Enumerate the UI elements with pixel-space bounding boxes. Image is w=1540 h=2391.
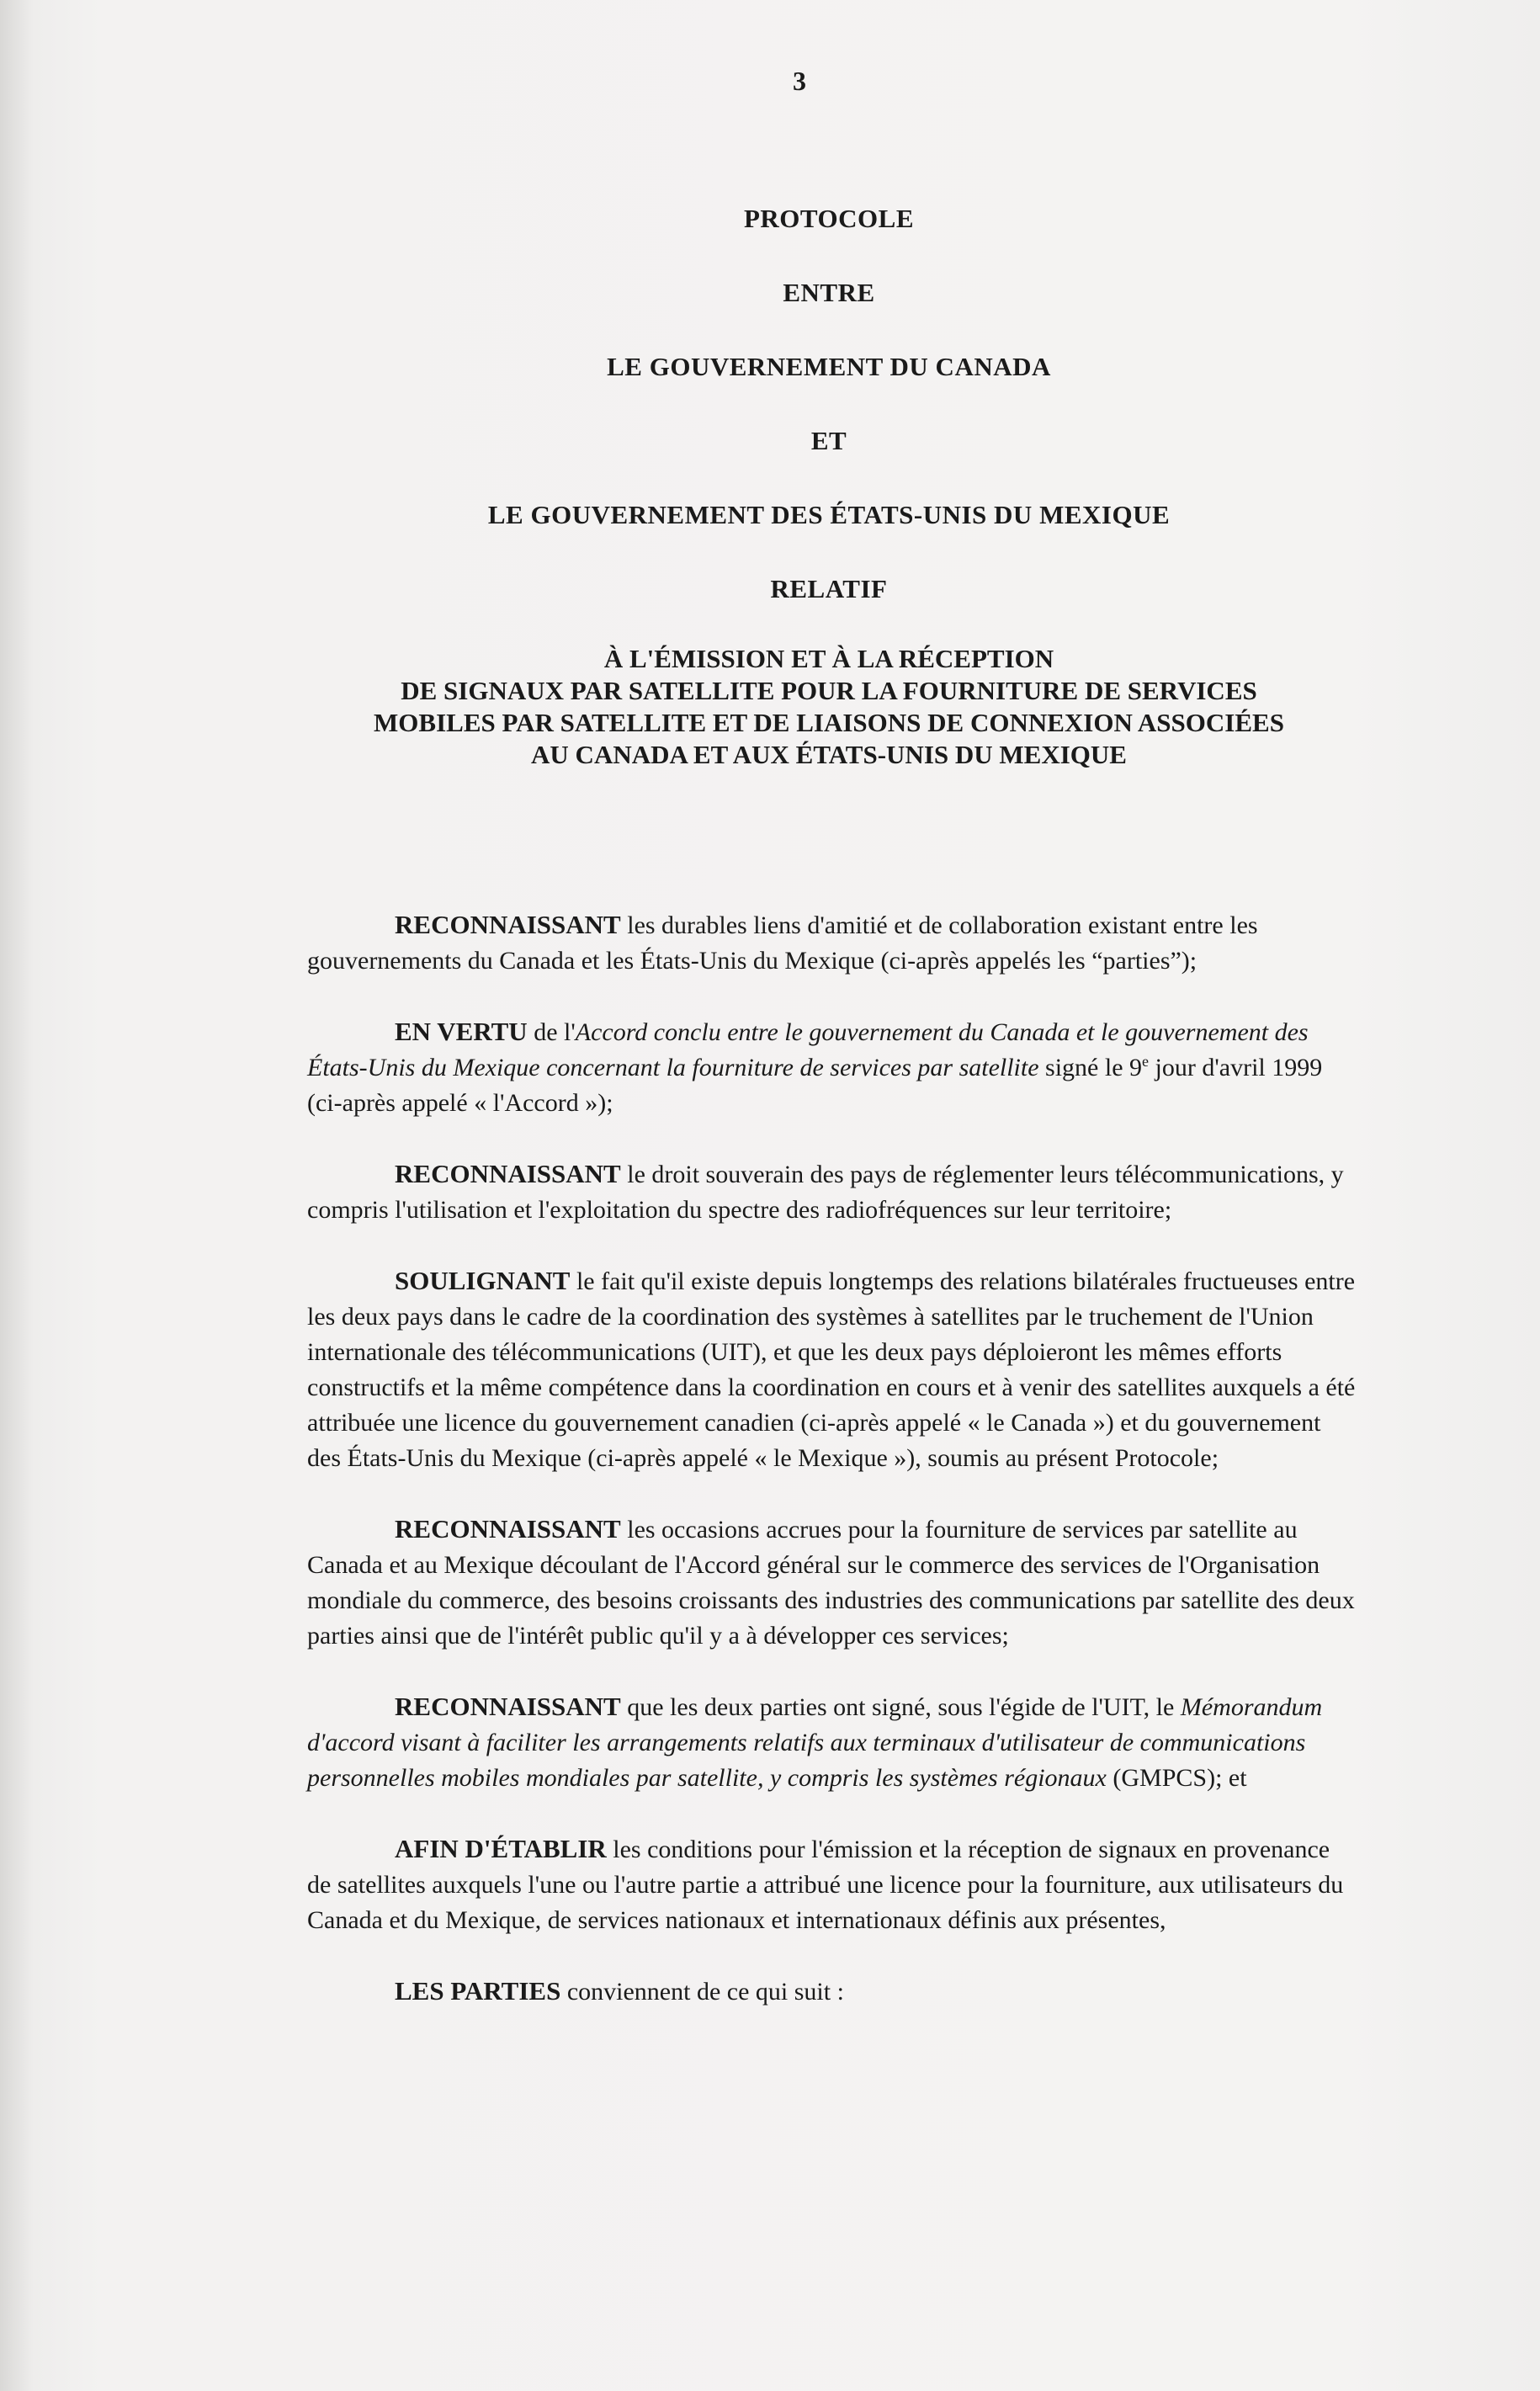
paragraph-lead: RECONNAISSANT bbox=[395, 1159, 621, 1188]
ordinal-suffix: e bbox=[1142, 1053, 1150, 1070]
preamble-paragraph-2 bbox=[307, 1014, 1359, 1121]
title-subject bbox=[0, 643, 1540, 771]
preamble-paragraph-7 bbox=[307, 1831, 1359, 1938]
title-mexique: LE GOUVERNEMENT DES ÉTATS-UNIS DU MEXIQUE bbox=[487, 500, 1171, 529]
title-block bbox=[0, 204, 1540, 771]
paragraph-lead: SOULIGNANT bbox=[395, 1266, 571, 1295]
paragraph-text: le droit souverain des pays de réglementer leurs télécommunications, y compris l'utilisation et l'exploitation du spectre des radiofréquences sur leur territoire; bbox=[307, 1161, 1344, 1224]
page-number: 3 bbox=[793, 66, 806, 96]
title-subject-line-4: AU CANADA ET AUX ÉTATS-UNIS DU MEXIQUE bbox=[531, 740, 1127, 769]
preamble-paragraph-8 bbox=[307, 1974, 1359, 2010]
paragraph-text: les durables liens d'amitié et de collaboration existant entre les gouvernements du Canada et les États-Unis du Mexique (ci-après appelés les “parties”); bbox=[307, 911, 1258, 975]
preamble-paragraph-4 bbox=[307, 1263, 1359, 1476]
title-canada: LE GOUVERNEMENT DU CANADA bbox=[607, 352, 1051, 381]
paragraph-text: que les deux parties ont signé, sous l'égide de l'UIT, le bbox=[620, 1693, 1181, 1721]
preamble-paragraph-6 bbox=[307, 1689, 1359, 1796]
paragraph-text: les conditions pour l'émission et la réception de signaux en provenance de satellites auxquels l'une ou l'autre partie a attribué une licence pour la fourniture, aux utilisateurs du Canada et du Mexique, de services nationaux et internationaux définis aux présentes, bbox=[307, 1836, 1344, 1934]
title-entre: ENTRE bbox=[783, 278, 875, 307]
paragraph-lead: EN VERTU bbox=[395, 1017, 528, 1046]
paragraph-text: les occasions accrues pour la fourniture de services par satellite au Canada et au Mexique découlant de l'Accord général sur le commerce des services de l'Organisation mondiale du commerce, des besoins croissants des industries des communications par satellite des deux parties ainsi que de l'intérêt public qu'il y a à développer ces services; bbox=[307, 1516, 1355, 1650]
title-subject-line-2: DE SIGNAUX PAR SATELLITE POUR LA FOURNITURE DE SERVICES bbox=[401, 676, 1257, 705]
title-relatif: RELATIF bbox=[770, 574, 888, 603]
paragraph-text: le fait qu'il existe depuis longtemps des relations bilatérales fructueuses entre les deux pays dans le cadre de la coordination des systèmes à satellites par le truchement de l'Union internationale des télécommunications (UIT), et que les deux pays déploieront les mêmes efforts constructifs et la même compétence dans la coordination en cours et à venir des satellites auxquels a été attribuée une licence du gouvernement canadien (ci-après appelé « le Canada ») et du gouvernement des États-Unis du Mexique (ci-après appelé « le Mexique »), soumis au présent Protocole; bbox=[307, 1267, 1356, 1472]
title-et: ET bbox=[810, 426, 847, 455]
preamble-paragraph-3 bbox=[307, 1156, 1359, 1228]
paragraph-lead: AFIN D'ÉTABLIR bbox=[395, 1834, 607, 1863]
paragraph-lead: RECONNAISSANT bbox=[395, 1514, 621, 1544]
title-subject-line-1: À L'ÉMISSION ET À LA RÉCEPTION bbox=[603, 644, 1054, 673]
title-protocole: PROTOCOLE bbox=[743, 204, 915, 233]
paragraph-text: jour d'avril 1999 (ci-après appelé « l'Accord »); bbox=[307, 1054, 1323, 1117]
paragraph-text: (GMPCS); et bbox=[1106, 1764, 1247, 1792]
paragraph-text: conviennent de ce qui suit : bbox=[560, 1978, 844, 2006]
memorandum-title: Mémorandum d'accord visant à faciliter les arrangements relatifs aux terminaux d'utilisateur de communications personnelles mobiles mondiales par satellite, y compris les systèmes régionaux bbox=[307, 1693, 1323, 1792]
paragraph-lead: LES PARTIES bbox=[395, 1976, 561, 2006]
paragraph-text: signé le 9 bbox=[1038, 1054, 1143, 1081]
paragraph-lead: RECONNAISSANT bbox=[395, 1692, 621, 1721]
accord-title: Accord conclu entre le gouvernement du Canada et le gouvernement des États-Unis du Mexique concernant la fourniture de services par satellite bbox=[307, 1018, 1309, 1081]
paragraph-lead: RECONNAISSANT bbox=[395, 910, 621, 939]
preamble-paragraph-1 bbox=[307, 907, 1359, 979]
preamble-paragraph-5 bbox=[307, 1512, 1359, 1654]
title-subject-line-3: MOBILES PAR SATELLITE ET DE LIAISONS DE CONNEXION ASSOCIÉES bbox=[374, 708, 1284, 737]
preamble-body bbox=[307, 907, 1359, 2045]
paragraph-text: de l' bbox=[527, 1018, 576, 1046]
